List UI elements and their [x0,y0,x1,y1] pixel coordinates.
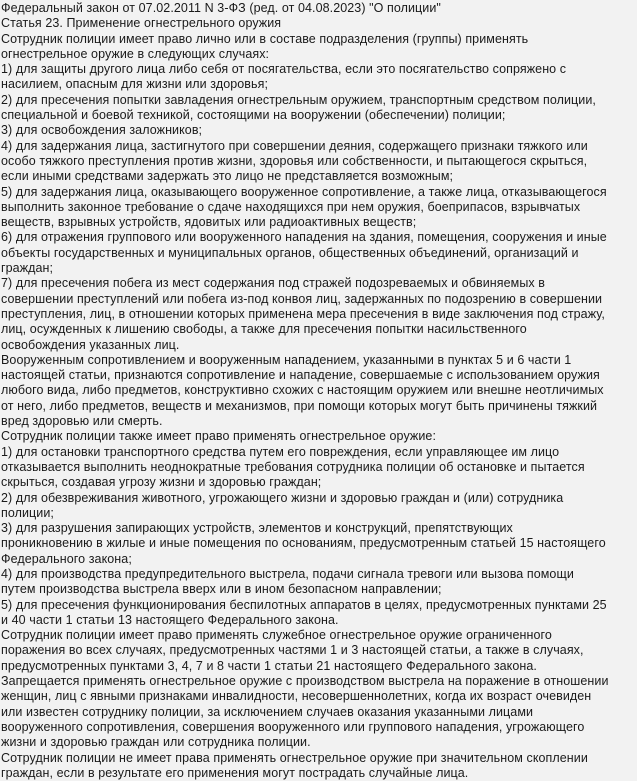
text-line: если иными средствами задержать это лицо не представляется возможным; [1,169,454,184]
text-line: 1) для защиты другого лица либо себя от посягательства, если это посягательство сопряжено с [1,62,567,77]
text-line: Сотрудник полиции также имеет право применять огнестрельное оружие: [1,429,436,444]
text-line: скрыться, создавая угрозу жизни и здоровью граждан; [1,475,322,490]
document-title: Федеральный закон от 07.02.2011 N 3-ФЗ (ред. от 04.08.2023) "О полиции" [1,1,441,15]
text-line: веществ, взрывных устройств, ядовитых или радиоактивных веществ; [1,215,417,230]
text-line: 2) для обезвреживания животного, угрожающего жизни и здоровью граждан и (или) сотрудника [1,490,564,505]
text-line: граждан; [1,261,54,276]
text-line: поражения во всех случаях, предусмотренных частями 1 и 3 настоящей статьи, а также в случаях, [1,643,584,658]
text-line: настоящей статьи, признаются сопротивление и нападение, совершаемые с использованием оружия [1,368,600,383]
text-line: Сотрудник полиции имеет право применять служебное огнестрельное оружие ограниченного [1,628,552,643]
text-line: Сотрудник полиции имеет право лично или в составе подразделения (группы) применять [1,31,529,46]
text-line: от него, либо предметов, веществ и механизмов, при помощи которых могут быть причинены тяжкий [1,398,598,413]
article-heading: Статья 23. Применение огнестрельного оружия [1,16,282,31]
text-line: женщин, лиц с явными признаками инвалидности, несовершеннолетних, когда их возраст очевиден [1,689,592,704]
text-line: 6) для отражения группового или вооруженного нападения на здания, помещения, сооружения и иные [1,230,607,245]
text-line: жизни и здоровью граждан или сотрудника полиции. [1,735,311,750]
text-line: путем производства выстрела вверх или в ином безопасном направлении; [1,582,442,597]
text-line: любого вида, либо предметов, конструктивно схожих с настоящим оружием или внешне неотличимых [1,383,604,398]
text-line: Запрещается применять огнестрельное оружие с производством выстрела на поражение в отношении [1,674,609,689]
text-line: выполнить законное требование о сдаче находящихся при нем оружия, боеприпасов, взрывчатых [1,199,581,214]
text-line: объекты государственных и муниципальных органов, общественных объединений, организаций и [1,245,579,260]
text-line: граждан, если в результате его применения могут пострадать случайные лица. [1,765,469,780]
text-line: 7) для пресечения побега из мест содержания под стражей подозреваемых и обвиняемых в [1,276,545,291]
text-line: 3) для освобождения заложников; [1,123,203,138]
text-line: огнестрельное оружие в следующих случаях: [1,46,270,61]
text-line: проникновению в жилые и иные помещения по основаниям, предусмотренным статьей 15 настоящего [1,536,606,551]
text-line: лиц, осужденных к лишению свободы, а также для пресечения попытки насильственного [1,322,527,337]
text-line: или известен сотруднику полиции, за исключением случаев оказания указанными лицами [1,704,534,719]
text-line: вооруженного сопротивления, совершения вооруженного или группового нападения, угрожающего [1,719,585,734]
text-line: Сотрудник полиции не имеет права применять огнестрельное оружие при значительном скоплении [1,750,588,765]
text-line: 3) для разрушения запирающих устройств, элементов и конструкций, препятствующих [1,521,513,536]
text-line: Федерального закона; [1,551,132,566]
text-line: Вооруженным сопротивлением и вооруженным нападением, указанными в пунктах 5 и 6 части 1 [1,352,572,367]
text-line: преступления, лиц, в отношении которых применена мера пресечения в виде заключения под стражу, [1,306,605,321]
text-line: 1) для остановки транспортного средства путем его повреждения, если управляющее им лицо [1,444,560,459]
text-line: полиции; [1,505,54,520]
text-line: вред здоровью или смерть. [1,414,163,429]
text-line: отказывается выполнить неоднократные требования сотрудника полиции об остановке и пытается [1,459,585,474]
text-line: 4) для производства предупредительного выстрела, подачи сигнала тревоги или вызова помощи [1,566,574,581]
text-line: 5) для задержания лица, оказывающего вооруженное сопротивление, а также лица, отказывающегося [1,184,607,199]
text-line: и 40 части 1 статьи 13 настоящего Федерального закона. [1,612,339,627]
text-line: предусмотренных пунктами 3, 4, 7 и 8 части 1 статьи 21 настоящего Федерального закона. [1,658,537,673]
text-line: 2) для пресечения попытки завладения огнестрельным оружием, транспортным средством полиции, [1,92,596,107]
text-line: освобождения указанных лиц. [1,337,180,352]
text-line: 4) для задержания лица, застигнутого при совершении деяния, содержащего признаки тяжкого или [1,138,588,153]
text-line: совершении преступлений или побега из-под конвоя лиц, задержанных по подозрению в совершении [1,291,603,306]
text-line: 5) для пресечения функционирования беспилотных аппаратов в целях, предусмотренных пунктами 25 [1,597,607,612]
text-line: особо тяжкого преступления против жизни, здоровья или собственности, и пытающегося скрыться, [1,153,588,168]
text-line: насилием, опасным для жизни или здоровья; [1,77,269,92]
text-line: специальной и боевой техникой, состоящими на вооружении (обеспечении) полиции; [1,108,506,123]
